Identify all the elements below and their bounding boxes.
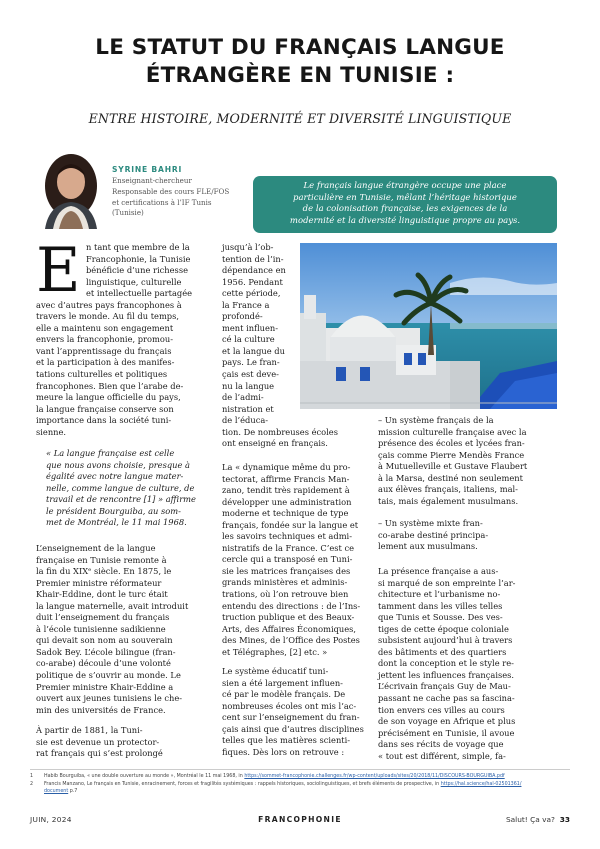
title-line-1: LE STATUT DU FRANÇAIS LANGUE	[95, 35, 505, 60]
text-line: Premier ministre Khair-Eddine a	[36, 681, 174, 692]
text-line: La « dynamique même du pro-	[222, 462, 351, 472]
footnote-1	[30, 773, 570, 781]
lead-quote-box	[253, 176, 557, 233]
text-line: précisément en Tunisie, il avoue	[378, 727, 515, 738]
text-line: L’écrivain français Guy de Mau-	[378, 681, 511, 692]
text-line: ont enseigné en français.	[222, 438, 328, 449]
footnote-2-page: p.7	[68, 789, 78, 795]
author-role-line: Enseignant-chercheur	[112, 176, 192, 185]
text-line: chitecture et l’urbanisme no-	[378, 589, 501, 600]
lead-quote-line: particulière en Tunisie, mêlant l’héritage historique	[293, 192, 517, 203]
text-line: sie est devenue un protector-	[36, 736, 160, 747]
article-subtitle: ENTRE HISTOIRE, MODERNITÉ ET DIVERSITÉ LINGUISTIQUE	[88, 111, 512, 126]
text-line: subsistent aujourd’hui à travers	[378, 635, 513, 646]
text-line: moderne et technique de type	[222, 508, 349, 519]
text-line: tion envers ces villes au cours	[378, 704, 505, 715]
text-line: de l’admi-	[222, 392, 264, 403]
text-line: çais ainsi que d’autres disciplines	[222, 723, 364, 734]
text-line: fiques. Dès lors on retrouve :	[222, 746, 345, 757]
page-number: 33	[559, 815, 570, 824]
col1-paragraph-1	[36, 300, 210, 439]
text-line: ment influen-	[222, 322, 279, 333]
text-line: égalité avec notre langue mater-	[46, 471, 184, 482]
text-line: tectorat, affirme Francis Man-	[222, 473, 350, 484]
text-line: « tout est différent, simple, fa-	[378, 750, 506, 761]
article-title	[30, 34, 570, 90]
text-line: sien a été largement influen-	[222, 677, 343, 688]
page-footer-right	[506, 815, 570, 824]
text-line: dont la conception et le style re-	[378, 658, 514, 669]
col2-paragraph-2	[222, 462, 372, 658]
text-line: truction publique et des Beaux-	[222, 612, 355, 623]
text-line: Arts, des Affaires Économiques,	[222, 623, 357, 634]
text-line: à la Marsa, destiné non seulement	[378, 472, 523, 483]
text-line: la France a	[222, 299, 270, 310]
text-line: mission culturelle française avec la	[378, 426, 527, 437]
text-line: çais est deve-	[222, 369, 279, 380]
text-line: les savoirs techniques et admi-	[222, 531, 353, 542]
text-line: La présence française a aus-	[378, 566, 499, 576]
text-line: 1956. Pendant	[222, 276, 283, 287]
text-line: cette période,	[222, 288, 281, 299]
text-line: français, fondée sur la langue et	[222, 519, 359, 530]
photo-sidi-bou-said	[300, 243, 557, 409]
text-line: tais, mais également musulmans.	[378, 495, 519, 506]
text-line: L’enseignement de la langue	[36, 543, 156, 553]
text-line: cé par le modèle français. De	[222, 689, 346, 700]
text-line: passant ne cache pas sa fascina-	[378, 693, 515, 704]
text-line: des Mines, de l’Office des Postes	[222, 635, 360, 646]
text-line: que nous avons choisie, presque à	[46, 459, 190, 470]
text-line: et intellectuelle partagée	[86, 288, 193, 299]
col1-paragraph-3	[36, 543, 210, 716]
text-line: Khair-Eddine, dont le turc était	[36, 589, 168, 600]
magazine-section: FRANCOPHONIE	[258, 815, 342, 824]
text-line: À partir de 1881, la Tuni-	[36, 725, 143, 735]
col1-paragraph-1-indented	[86, 242, 210, 300]
footnote-2	[30, 781, 570, 796]
text-line: çais comme Pierre Mendès France	[378, 449, 525, 460]
text-line: rat français qui s’est prolongé	[36, 748, 163, 759]
mediterranean-village-image	[300, 243, 557, 409]
text-line: que Tunis et Sousse. Des ves-	[378, 612, 503, 623]
title-line-2: ÉTRANGÈRE EN TUNISIE :	[145, 63, 455, 88]
text-line: politique de s’ouvrir au monde. Le	[36, 670, 181, 681]
lead-quote-line: Le français langue étrangère occupe une place	[303, 181, 507, 191]
author-name: SYRINE BAHRI	[112, 165, 183, 174]
text-line: travail et de rencontre [1] » affirme	[46, 494, 196, 505]
footnote-divider	[30, 769, 570, 770]
text-line: francophones. Bien que l’arabe de-	[36, 380, 184, 391]
text-line: importance dans la société tuni-	[36, 415, 172, 426]
text-line: telles que les matières scienti-	[222, 735, 351, 746]
text-line: dans ses récits de voyage que	[378, 739, 504, 750]
drop-cap: E	[36, 235, 81, 306]
text-line: – Un système français de la	[378, 415, 494, 425]
text-line: bénéficie d’une richesse	[86, 265, 188, 276]
text-line: la langue maternelle, avait introduit	[36, 600, 189, 611]
text-line: qui devait son nom au souverain	[36, 635, 173, 646]
footnote-text	[44, 773, 505, 781]
author-role-line: Responsable des cours FLE/FOS	[112, 186, 230, 196]
text-line: sie les matrices françaises des	[222, 565, 351, 576]
author-portrait-image	[37, 146, 105, 229]
text-line: cercle qui a transposé en Tuni-	[222, 554, 353, 565]
text-line: duit l’enseignement du français	[36, 612, 170, 623]
text-line: nistration et	[222, 403, 274, 414]
text-line: meure la langue officielle du pays,	[36, 392, 181, 403]
text-line: Sadok Bey. L’école bilingue (fran-	[36, 646, 176, 657]
text-line: tiges de cette époque coloniale	[378, 623, 509, 634]
col3-paragraph-2	[378, 518, 564, 553]
text-line: lement aux musulmans.	[378, 541, 478, 552]
text-line: à l’école tunisienne sadikienne	[36, 623, 166, 634]
text-line: présence des écoles et lycées fran-	[378, 438, 525, 449]
text-line: co-arabe) découle d’une volonté	[36, 658, 171, 669]
text-line: – Un système mixte fran-	[378, 518, 483, 528]
text-line: elle a maintenu son engagement	[36, 322, 174, 333]
text-line: dépendance en	[222, 265, 286, 276]
footnotes	[30, 773, 570, 796]
text-line: si marqué de son empreinte l’ar-	[378, 577, 516, 588]
lead-quote-line: modernité et la diversité linguistique propre au pays.	[289, 215, 521, 226]
text-line: tion. De nombreuses écoles	[222, 426, 338, 437]
text-line: et Télégraphes, [2] etc. »	[222, 646, 328, 657]
text-line: jettent les influences françaises.	[378, 669, 515, 680]
author-role-line: et certifications à l’IF Tunis	[112, 197, 212, 207]
text-line: jusqu’à l’ob-	[222, 242, 274, 252]
text-line: tention de l’in-	[222, 253, 284, 264]
text-line: linguistique, culturelle	[86, 276, 182, 287]
text-line: à Mutuelleville et Gustave Flaubert	[378, 461, 528, 472]
text-line: trations, où l’on retrouve bien	[222, 589, 349, 600]
col3-paragraph-1	[378, 415, 564, 507]
issue-date: JUIN, 2024	[30, 815, 72, 824]
text-line: Le système éducatif tuni-	[222, 666, 329, 676]
lead-quote-line: de la colonisation française, les exigences de la	[302, 204, 508, 215]
col3-paragraph-3	[378, 566, 564, 762]
text-line: n tant que membre de la	[86, 242, 190, 252]
text-line: et la langue du	[222, 345, 285, 356]
text-line: ouvert aux jeunes tunisiens le che-	[36, 693, 183, 704]
text-line: des bâtiments et des quartiers	[378, 646, 507, 657]
text-line: la fin du XIXᵉ siècle. En 1875, le	[36, 566, 172, 577]
text-line: française en Tunisie remonte à	[36, 554, 167, 565]
text-line: cé la culture	[222, 334, 275, 345]
col1-paragraph-2-quote	[46, 448, 210, 529]
text-line: vant l’apprentissage du français	[36, 345, 172, 356]
magazine-tagline: Salut! Ça va?	[505, 815, 555, 824]
footnote-2-link-cont[interactable]: document	[44, 789, 69, 795]
footnote-2-citation: Francis Manzano, Le français en Tunisie, enracinement, forces et fragilités systémiques : rappels historiques, sociolinguistiques, et brefs éléments de prospective, in	[44, 781, 441, 787]
text-line: grands ministères et adminis-	[222, 577, 348, 588]
text-line: min des universités de France.	[36, 704, 166, 715]
footnote-2-link[interactable]: https://hal.science/hal-02501361/	[440, 781, 522, 787]
text-line: la langue française conserve son	[36, 403, 174, 414]
text-line: développer une administration	[222, 496, 352, 507]
author-photo	[37, 146, 105, 229]
text-line: envers la francophonie, promou-	[36, 334, 174, 345]
col1-paragraph-4	[36, 725, 210, 760]
text-line: cent sur l’enseignement du fran-	[222, 712, 360, 723]
text-line: nelle, comme langue de culture, de	[46, 482, 195, 493]
text-line: pays. Le fran-	[222, 357, 280, 368]
text-line: entendu des directions : de l’Ins-	[222, 600, 361, 611]
text-line: le président Bourguiba, au som-	[46, 505, 181, 516]
text-line: tations culturelles et politiques	[36, 369, 168, 380]
text-line: nombreuses écoles ont mis l’ac-	[222, 700, 357, 711]
author-role	[112, 176, 262, 219]
footnote-number: 1	[30, 774, 34, 779]
text-line: profondé-	[222, 311, 263, 322]
col2-paragraph-3	[222, 666, 372, 758]
text-line: co-arabe destiné principa-	[378, 529, 489, 540]
text-line: de son voyage en Afrique et plus	[378, 716, 516, 727]
text-line: travers le monde. Au fil du temps,	[36, 311, 180, 322]
footnote-1-citation: Habib Bourguiba, « une double ouverture au monde », Montréal le 11 mai 1968, in	[44, 774, 245, 779]
text-line: nistratifs de la France. C’est ce	[222, 542, 355, 553]
footnote-text	[44, 781, 521, 796]
text-line: « La langue française est celle	[46, 448, 175, 458]
text-line: tamment dans les villes telles	[378, 600, 503, 611]
text-line: aux élèves français, italiens, mal-	[378, 484, 518, 495]
text-line: et la participation à des manifes-	[36, 357, 175, 368]
footnote-1-link[interactable]: https://sommet-francophonie.challenges.fr/wp-content/uploads/sites/20/2018/11/DISCOURS-BOURGUIBA.pdf	[244, 774, 505, 779]
text-line: zano, tendit très rapidement à	[222, 485, 350, 496]
text-line: Premier ministre réformateur	[36, 577, 162, 588]
text-line: sienne.	[36, 426, 67, 437]
author-role-line: (Tunisie)	[112, 208, 144, 218]
text-line: met de Montréal, le 11 mai 1968.	[46, 517, 187, 528]
footnote-number: 2	[30, 781, 34, 787]
text-line: nu la langue	[222, 380, 275, 391]
text-line: de l’éduca-	[222, 415, 269, 426]
text-line: avec d’autres pays francophones à	[36, 299, 182, 310]
text-line: Francophonie, la Tunisie	[86, 253, 191, 264]
